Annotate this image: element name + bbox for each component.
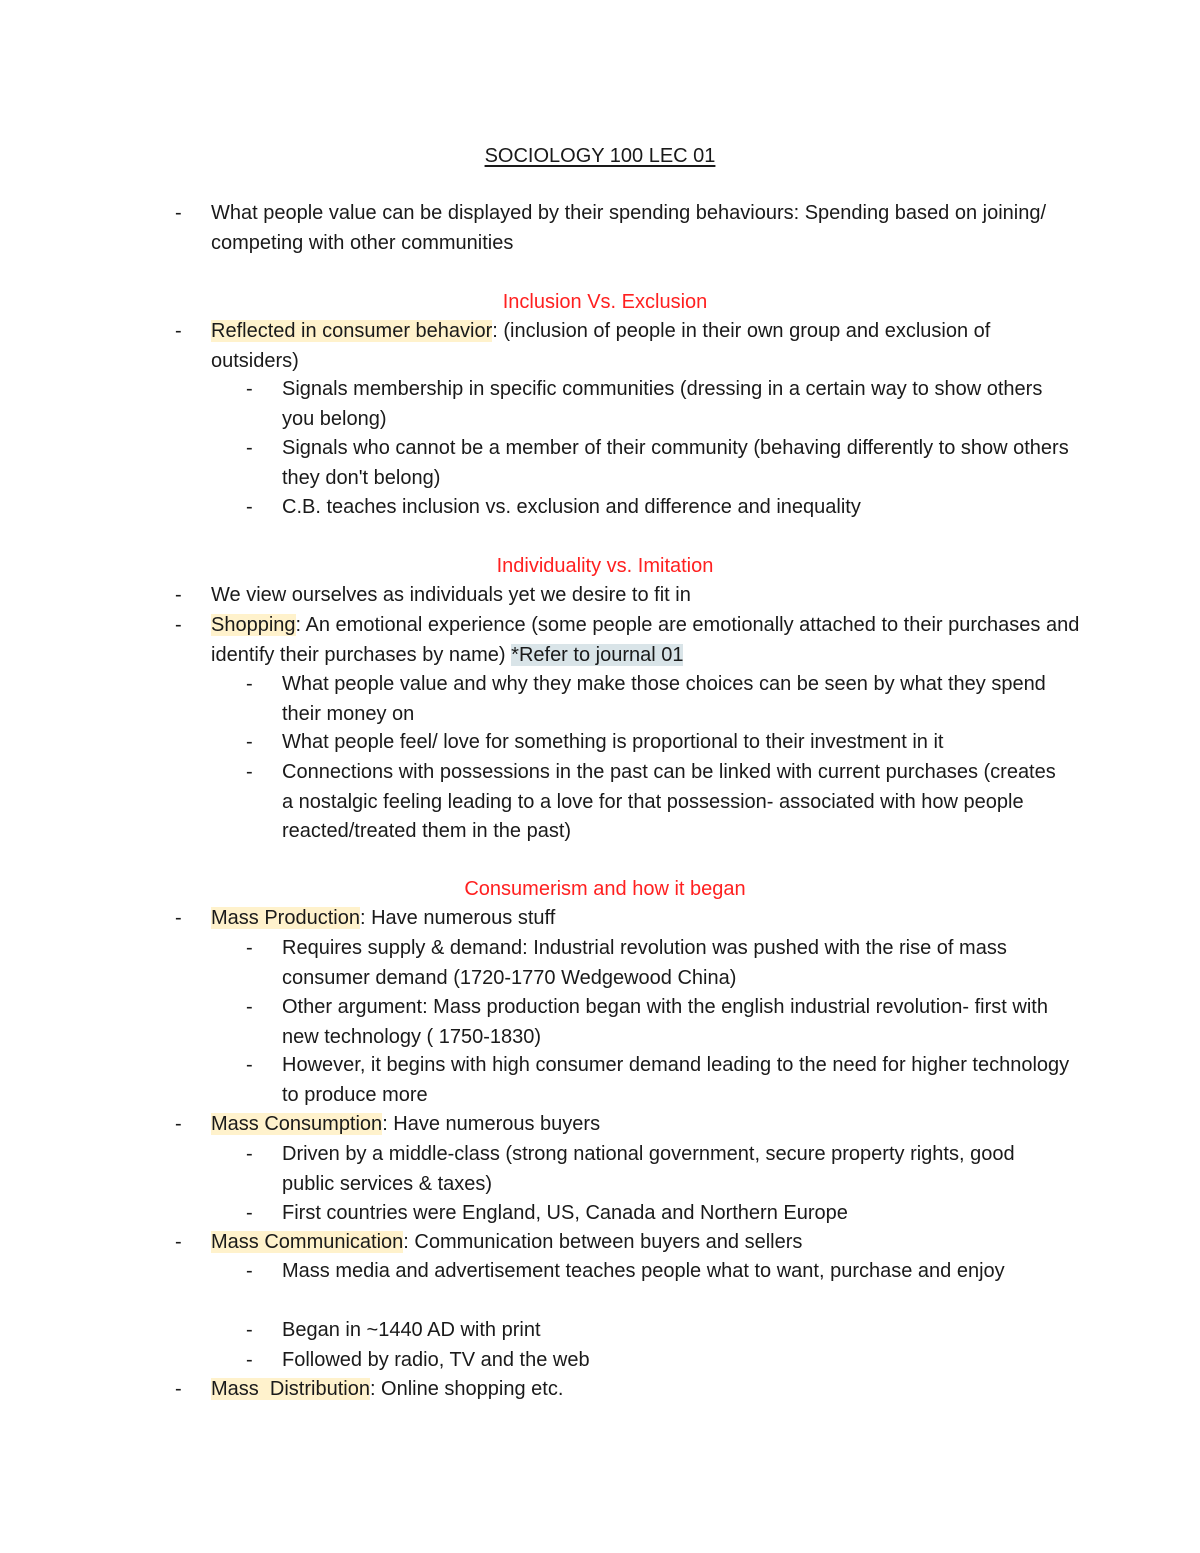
sub-list-item xyxy=(246,1346,1072,1376)
bullet-text: : Have numerous stuff xyxy=(359,907,556,929)
highlighted-term: Mass Communication xyxy=(211,1231,404,1253)
sub-list-item xyxy=(246,434,1072,493)
page-title: SOCIOLOGY 100 LEC 01 xyxy=(484,145,716,167)
bullet-dash: - xyxy=(246,1260,253,1282)
bullet-dash: - xyxy=(246,996,253,1018)
sub-list-item xyxy=(246,1051,1072,1110)
bullet-dash: - xyxy=(246,937,253,959)
bullet-dash: - xyxy=(246,496,253,518)
bullet-text: : (inclusion of people in their own group and exclusion of outsiders) xyxy=(211,320,991,372)
sub-list-item xyxy=(246,1257,1072,1287)
bullet-text: What people value can be displayed by their spending behaviours: Spending based on joining/ competing with other communities xyxy=(211,202,1047,254)
bullet-dash: - xyxy=(175,614,182,636)
list-item xyxy=(175,1375,1081,1405)
list-item xyxy=(175,1228,1081,1258)
bullet-text: What people feel/ love for something is proportional to their investment in it xyxy=(282,731,944,753)
sub-list-item xyxy=(246,728,1072,758)
sub-list-item xyxy=(246,758,1072,847)
highlighted-term: Mass Production xyxy=(211,907,360,929)
bullet-dash: - xyxy=(175,202,182,224)
bullet-dash: - xyxy=(246,437,253,459)
sub-list-item xyxy=(246,1140,1072,1199)
bullet-text: Mass media and advertisement teaches people what to want, purchase and enjoy xyxy=(282,1260,1005,1282)
bullet-text: We view ourselves as individuals yet we desire to fit in xyxy=(211,584,691,606)
highlighted-term: Mass Consumption xyxy=(211,1113,383,1135)
bullet-text: Requires supply & demand: Industrial revolution was pushed with the rise of mass consumer demand (1720-1770 Wedgewood China) xyxy=(282,937,1007,989)
bullet-dash: - xyxy=(175,320,182,342)
bullet-text: Signals who cannot be a member of their community (behaving differently to show others they don't belong) xyxy=(282,437,1069,489)
bullet-text: Followed by radio, TV and the web xyxy=(282,1349,590,1371)
bullet-dash: - xyxy=(246,731,253,753)
bullet-text: Began in ~1440 AD with print xyxy=(282,1319,541,1341)
bullet-dash: - xyxy=(246,1143,253,1165)
list-item xyxy=(175,317,1081,376)
list-item xyxy=(175,611,1081,670)
sub-list-item xyxy=(246,993,1072,1052)
bullet-dash: - xyxy=(175,1231,182,1253)
highlighted-term: Shopping xyxy=(211,614,296,636)
bullet-dash: - xyxy=(246,761,253,783)
bullet-dash: - xyxy=(246,1054,253,1076)
highlighted-term: Reflected in consumer behavior xyxy=(211,320,493,342)
bullet-text: Signals membership in specific communities (dressing in a certain way to show others you belong) xyxy=(282,378,1043,430)
bullet-dash: - xyxy=(246,378,253,400)
bullet-dash: - xyxy=(175,1378,182,1400)
section-heading-individuality: Individuality vs. Imitation xyxy=(496,555,714,577)
sub-list-item xyxy=(246,493,1072,523)
sub-list-item xyxy=(246,934,1072,993)
bullet-text: : An emotional experience (some people are emotionally attached to their purchases and identify their purchases by name) xyxy=(211,614,1080,666)
bullet-text: : Online shopping etc. xyxy=(369,1378,564,1400)
sub-list-item xyxy=(246,375,1072,434)
list-item xyxy=(175,581,1081,611)
bullet-dash: - xyxy=(175,1113,182,1135)
bullet-text: However, it begins with high consumer demand leading to the need for higher technology to produce more xyxy=(282,1054,1070,1106)
sub-list-item xyxy=(246,1199,1072,1229)
section-heading-inclusion: Inclusion Vs. Exclusion xyxy=(502,291,708,313)
journal-reference-note: *Refer to journal 01 xyxy=(511,643,684,666)
sub-list-item xyxy=(246,670,1072,729)
bullet-text: First countries were England, US, Canada and Northern Europe xyxy=(282,1202,848,1224)
sub-list-item xyxy=(246,1316,1072,1346)
bullet-text: Connections with possessions in the past can be linked with current purchases (creates a nostalgic feeling leading to a love for that possession- associated with how people reacted/treated them in the past) xyxy=(282,761,1056,842)
bullet-text: Other argument: Mass production began with the english industrial revolution- first with new technology ( 1750-1830) xyxy=(282,996,1048,1048)
bullet-text: : Have numerous buyers xyxy=(382,1113,601,1135)
bullet-dash: - xyxy=(246,1349,253,1371)
bullet-text: : Communication between buyers and sellers xyxy=(403,1231,803,1253)
highlighted-term: Mass Distribution xyxy=(211,1378,370,1400)
bullet-dash: - xyxy=(246,673,253,695)
bullet-dash: - xyxy=(175,584,182,606)
list-item xyxy=(175,1110,1081,1140)
bullet-dash: - xyxy=(246,1202,253,1224)
bullet-dash: - xyxy=(246,1319,253,1341)
bullet-text: C.B. teaches inclusion vs. exclusion and difference and inequality xyxy=(282,496,861,518)
section-heading-consumerism: Consumerism and how it began xyxy=(464,878,746,900)
bullet-text: What people value and why they make those choices can be seen by what they spend their money on xyxy=(282,673,1046,725)
intro-bullet xyxy=(175,199,1081,258)
bullet-dash: - xyxy=(175,907,182,929)
list-item xyxy=(175,904,1081,934)
bullet-text: Driven by a middle-class (strong national government, secure property rights, good public services & taxes) xyxy=(282,1143,1015,1195)
